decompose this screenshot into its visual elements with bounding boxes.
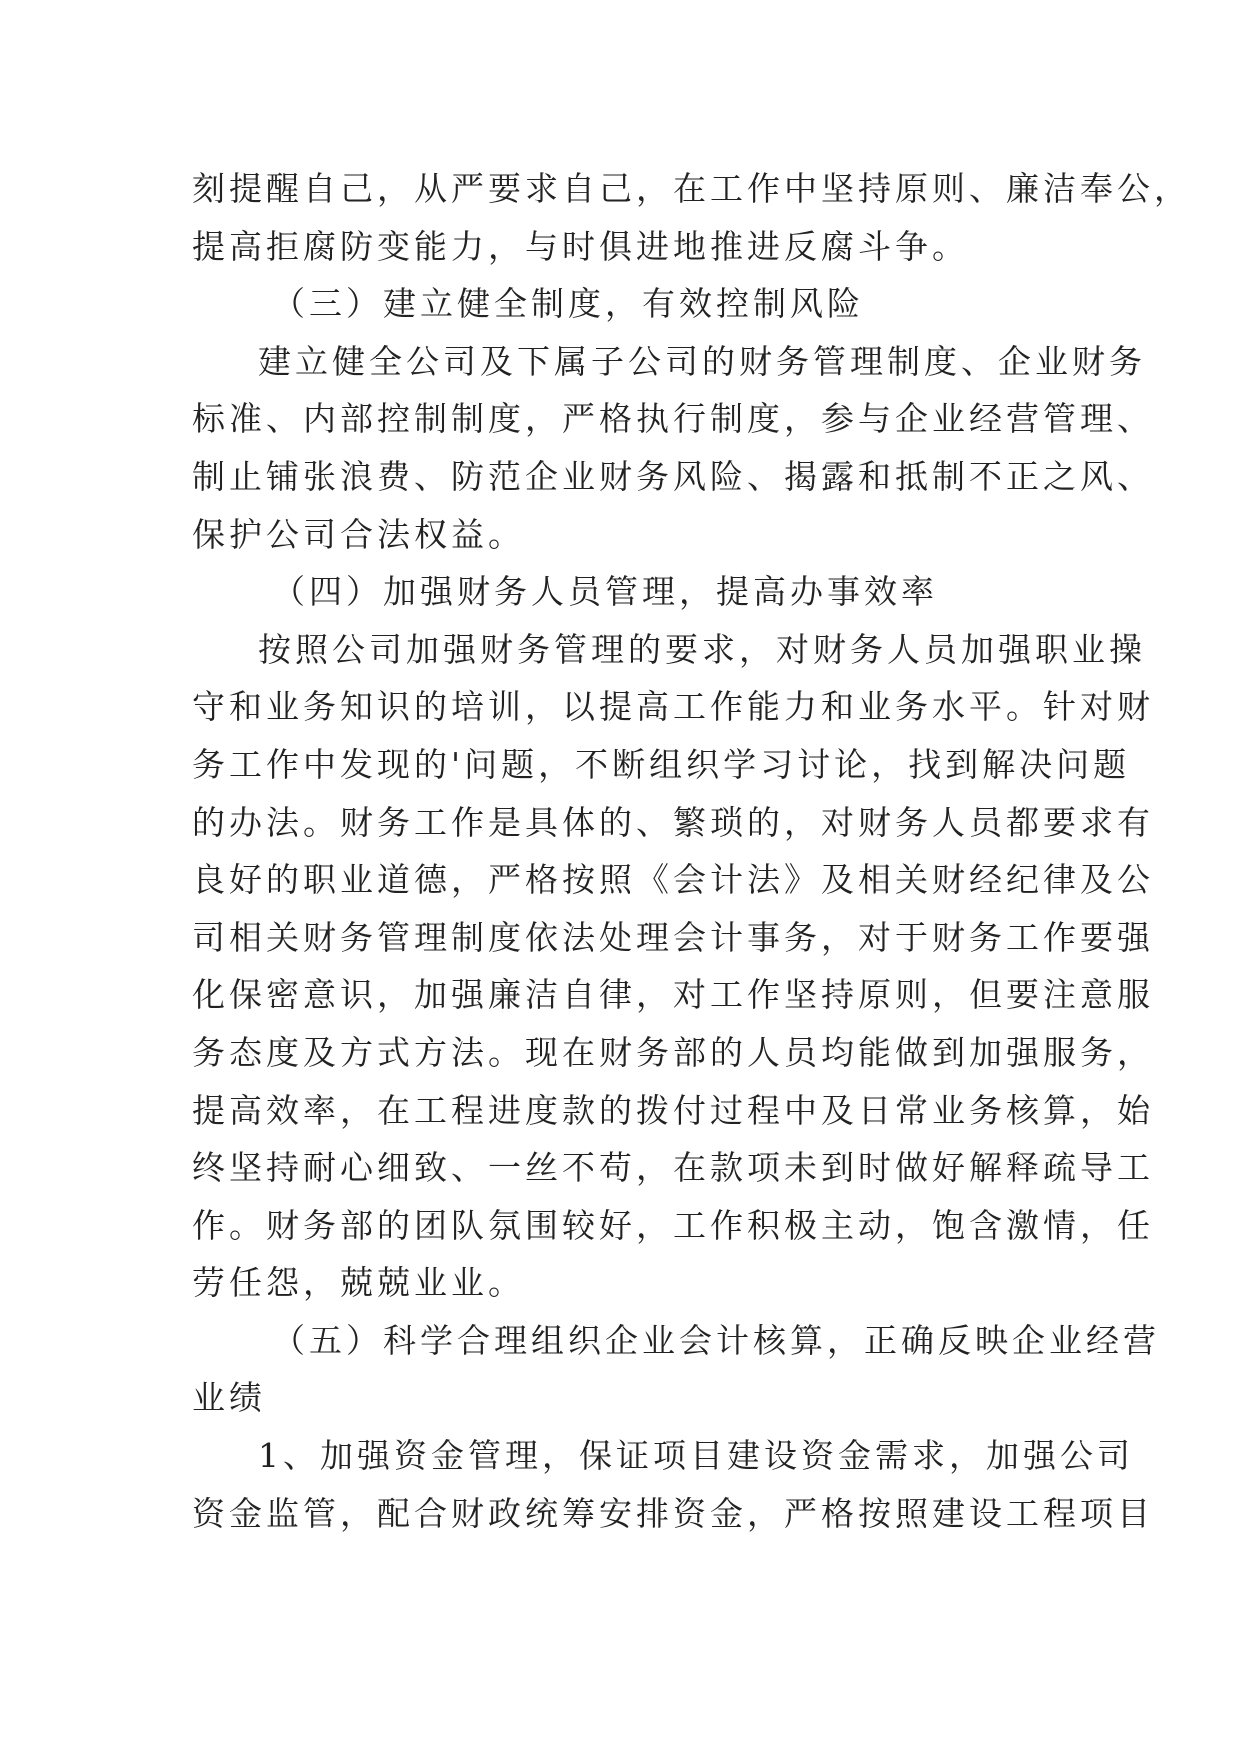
section-heading-4: （四）加强财务人员管理，提高办事效率 [272, 572, 938, 612]
paragraph-line: 的办法。财务工作是具体的、繁琐的，对财务人员都要求有 [192, 802, 1154, 842]
paragraph-line: 刻提醒自己，从严要求自己，在工作中坚持原则、廉洁奉公， [192, 169, 1191, 208]
paragraph-line: 提高效率，在工程进度款的拨付过程中及日常业务核算，始 [192, 1090, 1154, 1130]
paragraph-line: 化保密意识，加强廉洁自律，对工作坚持原则，但要注意服 [192, 975, 1154, 1015]
paragraph-line: 务工作中发现的'问题，不断组织学习讨论，找到解决问题 [192, 744, 1131, 784]
paragraph-line: 1、加强资金管理，保证项目建设资金需求，加强公司 [258, 1436, 1134, 1476]
paragraph-line: 业绩 [192, 1378, 266, 1418]
paragraph-line: 保护公司合法权益。 [192, 514, 525, 554]
paragraph-line: 按照公司加强财务管理的要求，对财务人员加强职业操 [258, 629, 1146, 669]
paragraph-line: 提高拒腐防变能力，与时俱进地推进反腐斗争。 [192, 226, 969, 266]
paragraph-line: 标准、内部控制制度，严格执行制度，参与企业经营管理、 [192, 399, 1154, 439]
paragraph-line: 建立健全公司及下属子公司的财务管理制度、企业财务 [258, 341, 1146, 381]
paragraph-line: 资金监管，配合财政统筹安排资金，严格按照建设工程项目 [192, 1493, 1154, 1533]
paragraph-line: 良好的职业道德，严格按照《会计法》及相关财经纪律及公 [192, 860, 1154, 900]
section-heading-5: （五）科学合理组织企业会计核算，正确反映企业经营 [272, 1320, 1160, 1360]
section-heading-3: （三）建立健全制度，有效控制风险 [272, 284, 864, 324]
paragraph-line: 司相关财务管理制度依法处理会计事务，对于财务工作要强 [192, 917, 1154, 957]
paragraph-line: 制止铺张浪费、防范企业财务风险、揭露和抵制不正之风、 [192, 456, 1154, 496]
paragraph-line: 守和业务知识的培训，以提高工作能力和业务水平。针对财 [192, 687, 1154, 727]
paragraph-line: 终坚持耐心细致、一丝不苟，在款项未到时做好解释疏导工 [192, 1148, 1154, 1188]
paragraph-line: 劳任怨，兢兢业业。 [192, 1263, 525, 1303]
body-text [192, 160, 1191, 1542]
paragraph-line: 作。财务部的团队氛围较好，工作积极主动，饱含激情，任 [192, 1205, 1154, 1245]
paragraph-line: 务态度及方式方法。现在财务部的人员均能做到加强服务， [192, 1032, 1154, 1072]
